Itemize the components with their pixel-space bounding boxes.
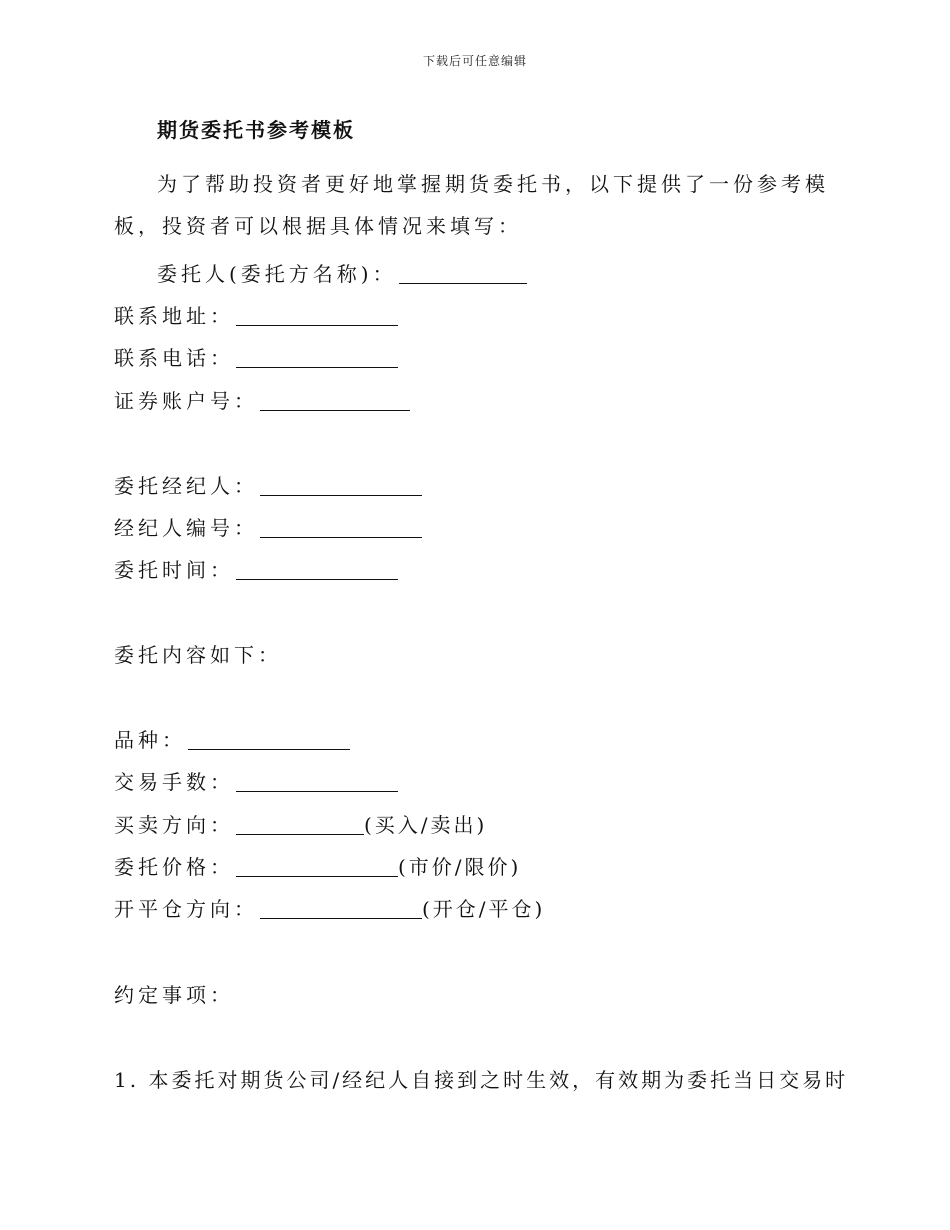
blank-line [260,475,422,496]
field-broker [114,472,422,500]
blank-line [260,898,422,919]
field-label: 品种： [114,728,186,752]
field-label: 开平仓方向： [114,897,258,921]
term-item: 1. 本委托对期货公司/经纪人自接到之时生效，有效期为委托当日交易时 [114,1068,849,1092]
blank-line [399,263,527,284]
field-account [114,387,410,415]
blank-line [236,305,398,326]
field-label: 证券账户号： [114,389,258,413]
blank-line [236,856,398,877]
order-open-close [114,895,545,923]
field-label: 委托人(委托方名称)： [157,262,397,286]
field-phone [114,344,398,372]
field-label: 交易手数： [114,770,234,794]
blank-line [260,390,410,411]
field-broker-id [114,514,422,542]
intro-paragraph: 为了帮助投资者更好地掌握期货委托书，以下提供了一份参考模板，投资者可以根据具体情况来填写： [114,172,829,238]
blank-line [236,771,398,792]
content-heading: 委托内容如下： [114,643,282,667]
document-title: 期货委托书参考模板 [157,118,355,142]
field-label: 买卖方向： [114,813,234,837]
terms-heading: 约定事项： [114,983,234,1007]
page-header: 下载后可任意编辑 [422,54,527,68]
field-time [114,556,398,584]
order-direction [114,811,487,839]
order-price [114,853,521,881]
blank-line [236,814,364,835]
blank-line [260,517,422,538]
field-label: 委托经纪人： [114,474,258,498]
order-variety [114,726,350,754]
field-label: 委托价格： [114,855,234,879]
blank-line [188,729,350,750]
field-note: (市价/限价) [398,855,522,879]
blank-line [236,347,398,368]
blank-line [236,559,398,580]
order-lots [114,768,398,796]
field-note: (买入/卖出) [364,813,488,837]
field-label: 委托时间： [114,558,234,582]
field-address [114,302,398,330]
field-label: 联系地址： [114,304,234,328]
field-client-name [157,260,527,288]
field-note: (开仓/平仓) [422,897,546,921]
field-label: 经纪人编号： [114,516,258,540]
field-label: 联系电话： [114,346,234,370]
